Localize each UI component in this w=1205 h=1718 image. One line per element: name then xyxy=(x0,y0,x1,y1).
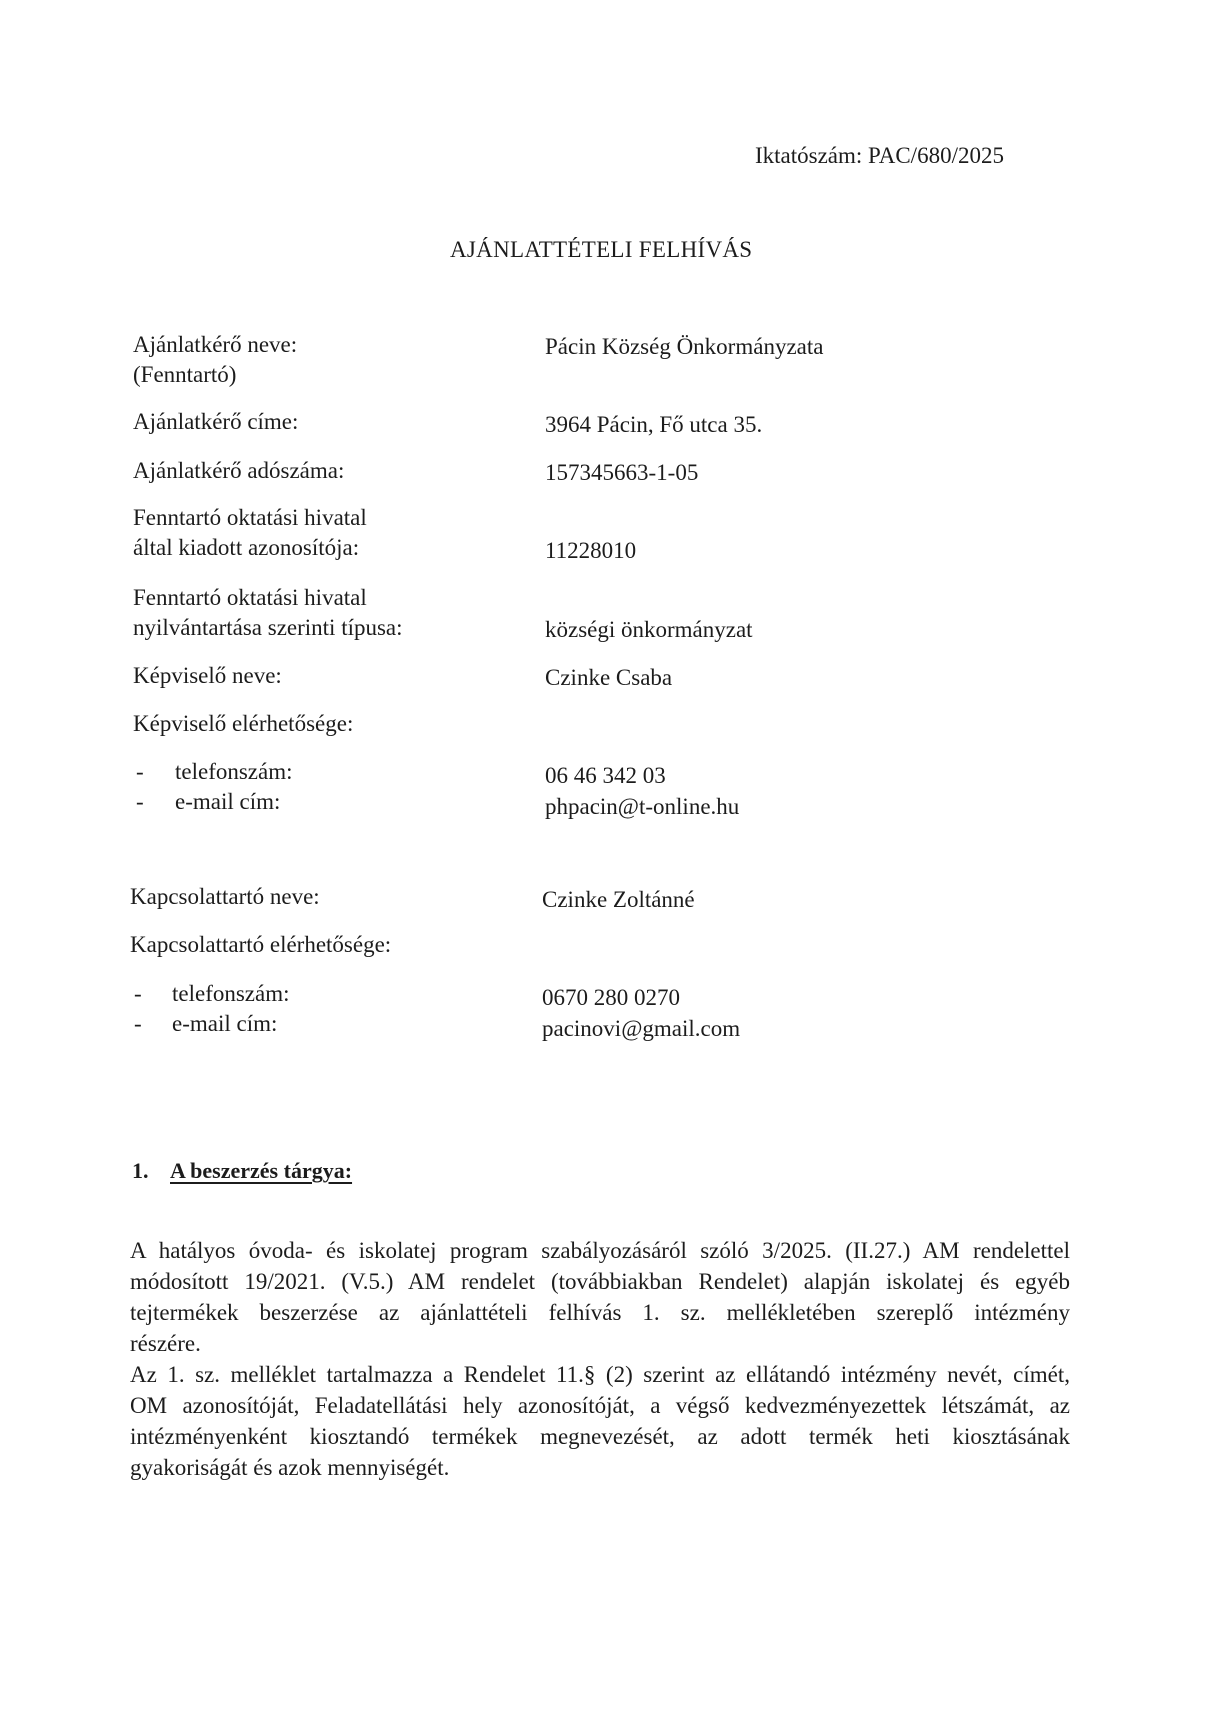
section-paragraph-2 xyxy=(130,1359,1070,1483)
contact-phone-label: telefonszám: xyxy=(172,981,290,1006)
office-id-label-line2: által kiadott azonosítója: xyxy=(133,535,360,560)
contact-email-value: pacinovi@gmail.com xyxy=(542,1016,741,1041)
requester-address-value: 3964 Pácin, Fő utca 35. xyxy=(545,412,763,437)
requester-address-label: Ajánlatkérő címe: xyxy=(133,409,299,434)
paragraph-line: módosított 19/2021. (V.5.) AM rendelet (továbbiakban Rendelet) alapján iskolatej és egyéb xyxy=(130,1269,1070,1294)
office-id-value: 11228010 xyxy=(545,538,637,563)
contact-contact-label: Kapcsolattartó elérhetősége: xyxy=(130,932,392,957)
representative-phone-label: telefonszám: xyxy=(175,759,293,784)
office-type-label-line1: Fenntartó oktatási hivatal xyxy=(133,585,367,610)
requester-name-value: Pácin Község Önkormányzata xyxy=(545,334,824,359)
section-paragraph-1 xyxy=(130,1235,1070,1359)
contact-name-value: Czinke Zoltánné xyxy=(542,887,695,912)
list-dash: - xyxy=(136,759,144,784)
representative-phone-value: 06 46 342 03 xyxy=(545,763,666,788)
office-id-label-line1: Fenntartó oktatási hivatal xyxy=(133,505,367,530)
requester-tax-value: 157345663-1-05 xyxy=(545,460,699,485)
contact-email-label: e-mail cím: xyxy=(172,1011,278,1036)
office-type-label-line2: nyilvántartása szerinti típusa: xyxy=(133,615,403,640)
section-number: 1. xyxy=(132,1158,149,1183)
paragraph-line: tejtermékek beszerzése az ajánlattételi felhívás 1. sz. mellékletében szereplő intézmény xyxy=(130,1300,1070,1325)
list-dash: - xyxy=(134,981,142,1006)
requester-name-sublabel: (Fenntartó) xyxy=(133,362,237,387)
requester-tax-label: Ajánlatkérő adószáma: xyxy=(133,458,345,483)
representative-name-label: Képviselő neve: xyxy=(133,663,282,688)
office-type-value: községi önkormányzat xyxy=(545,617,753,642)
reference-number: Iktatószám: PAC/680/2025 xyxy=(755,143,1004,168)
paragraph-line: gyakoriságát és azok mennyiségét. xyxy=(130,1455,450,1480)
paragraph-line: A hatályos óvoda- és iskolatej program szabályozásáról szóló 3/2025. (II.27.) AM rendelettel xyxy=(130,1238,1070,1263)
paragraph-line: részére. xyxy=(130,1331,201,1356)
paragraph-line: intézményenként kiosztandó termékek megnevezését, az adott termék heti kiosztásának xyxy=(130,1424,1070,1449)
representative-contact-label: Képviselő elérhetősége: xyxy=(133,711,354,736)
representative-email-label: e-mail cím: xyxy=(175,789,281,814)
representative-email-value: phpacin@t-online.hu xyxy=(545,794,740,819)
list-dash: - xyxy=(136,789,144,814)
contact-name-label: Kapcsolattartó neve: xyxy=(130,884,320,909)
paragraph-line: OM azonosítóját, Feladatellátási hely azonosítóját, a végső kedvezményezettek létszámát, az xyxy=(130,1393,1070,1418)
section-title: A beszerzés tárgya: xyxy=(170,1158,353,1183)
requester-name-label: Ajánlatkérő neve: xyxy=(133,332,298,357)
representative-name-value: Czinke Csaba xyxy=(545,665,673,690)
document-title: AJÁNLATTÉTELI FELHÍVÁS xyxy=(450,237,753,262)
contact-phone-value: 0670 280 0270 xyxy=(542,985,680,1010)
list-dash: - xyxy=(134,1011,142,1036)
paragraph-line: Az 1. sz. melléklet tartalmazza a Rendelet 11.§ (2) szerint az ellátandó intézmény nevét, címét, xyxy=(130,1362,1070,1387)
